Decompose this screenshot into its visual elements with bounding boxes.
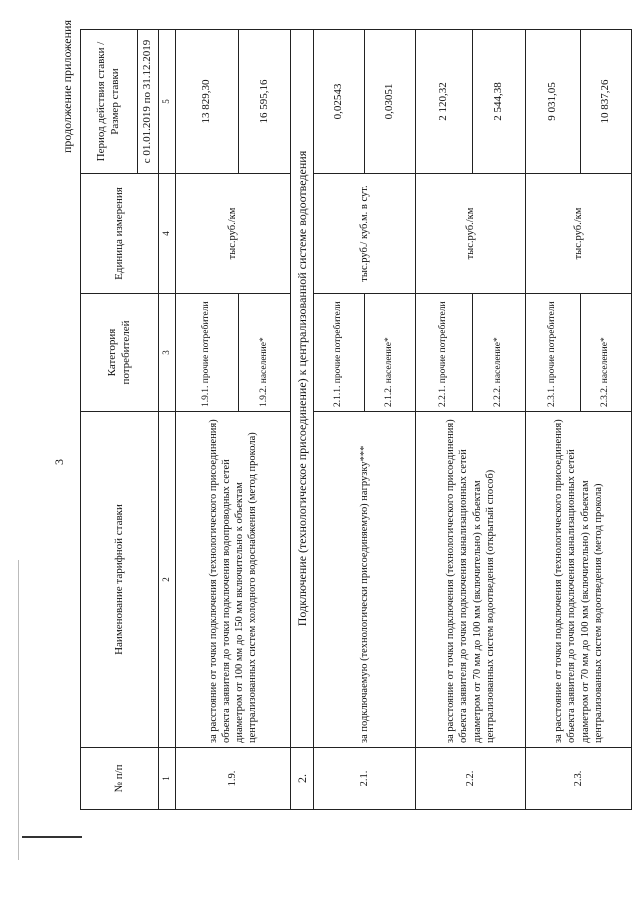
index-cell: 1: [159, 748, 176, 810]
row-number: 2.1.: [314, 748, 416, 810]
rate-name: за расстояние от точки подключения (технологического присоединения) объекта заявителя до точки подключения водопроводных сетей диаметром от 100 мм до 150 мм включительно к объектам централизованных систем холодного водоснабжения (метод прокола): [176, 412, 291, 748]
category: 1.9.1. прочие потребители: [176, 294, 239, 412]
header-period-title: Период действия ставки /Размер ставки: [81, 30, 138, 174]
category: 2.2.2. население*: [473, 294, 526, 412]
index-cell: 3: [159, 294, 176, 412]
rate-name: за расстояние от точки подключения (технологического присоединения) объекта заявителя до точки подключения канализационных сетей диаметром от 70 мм до 100 мм (включительно) к объектам централизованных систем водоотведения (открытый способ): [416, 412, 526, 748]
appendix-continuation-label: продолжение приложения: [60, 20, 74, 153]
rate-value: 9 031,05: [526, 30, 581, 174]
category: 2.3.2. население*: [581, 294, 632, 412]
tariff-table: [80, 29, 632, 810]
index-cell: 5: [159, 30, 176, 174]
table-row: [416, 30, 473, 810]
page-number: 3: [52, 459, 66, 465]
table-row: [176, 30, 239, 810]
row-number: 2.3.: [526, 748, 632, 810]
header-category: Категория потребителей: [81, 294, 159, 412]
category: 1.9.2. население*: [239, 294, 291, 412]
rate-value: 2 120,32: [416, 30, 473, 174]
rate-name: за расстояние от точки подключения (технологического присоединения) объекта заявителя до точки подключения канализационных сетей диаметром от 70 мм до 100 мм (включительно) к объектам централизованных систем водоотведения (метод прокола): [526, 412, 632, 748]
rate-value: 10 837,26: [581, 30, 632, 174]
header-rate-name: Наименование тарифной ставки: [81, 412, 159, 748]
category: 2.1.1. прочие потребители: [314, 294, 365, 412]
header-number: № п/п: [81, 748, 159, 810]
rate-value: 13 829,30: [176, 30, 239, 174]
index-row: [159, 30, 176, 810]
unit: тыс.руб./км: [176, 174, 291, 294]
row-number: 2.2.: [416, 748, 526, 810]
unit: тыс.руб./ куб.м. в сут.: [314, 174, 416, 294]
section-title: Подключение (технологическое присоединение) к централизованной системе водоотведения: [291, 30, 314, 748]
category: 2.2.1. прочие потребители: [416, 294, 473, 412]
header-period: с 01.01.2019 по 31.12.2019: [138, 30, 159, 174]
header-row: [81, 30, 138, 810]
section-row: [291, 30, 314, 810]
table-row: [526, 30, 581, 810]
rate-value: 16 595,16: [239, 30, 291, 174]
index-cell: 4: [159, 174, 176, 294]
unit: тыс.руб./км: [526, 174, 632, 294]
unit: тыс.руб./км: [416, 174, 526, 294]
header-unit: Единица измерения: [81, 174, 159, 294]
row-number: 1.9.: [176, 748, 291, 810]
scan-artifact-line: [22, 836, 82, 838]
scan-artifact-edge: [18, 560, 19, 860]
rate-value: 0,02543: [314, 30, 365, 174]
category: 2.1.2. население*: [365, 294, 416, 412]
index-cell: 2: [159, 412, 176, 748]
rate-name: за подключаемую (технологически присоединяемую) нагрузку***: [314, 412, 416, 748]
section-number: 2.: [291, 748, 314, 810]
rate-value: 2 544,38: [473, 30, 526, 174]
rate-value: 0,03051: [365, 30, 416, 174]
table-row: [314, 30, 365, 810]
category: 2.3.1. прочие потребители: [526, 294, 581, 412]
